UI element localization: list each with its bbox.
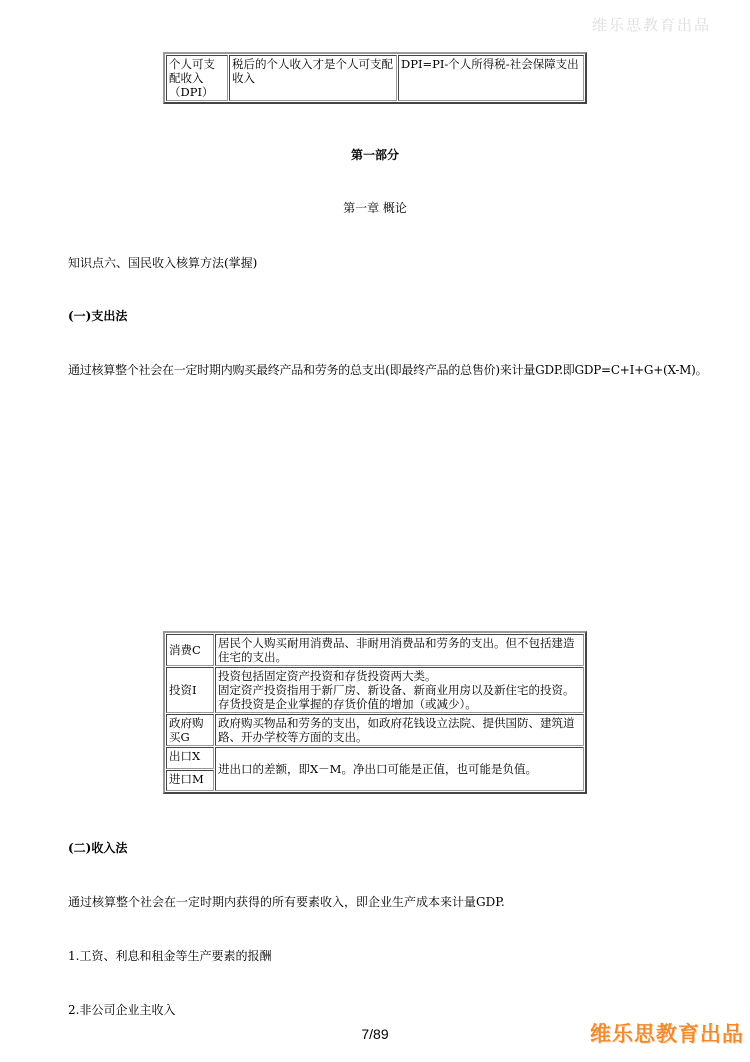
description-line: 投资包括固定资产投资和存货投资两大类。	[218, 669, 437, 683]
dpi-table	[163, 52, 587, 104]
expenditure-table	[163, 631, 587, 794]
description-cell: 税后的个人收入才是个人可支配收入	[229, 55, 397, 101]
income-item-2: 2.非公司企业主收入	[68, 1003, 176, 1017]
knowledge-point-heading: 知识点六、国民收入核算方法(掌握)	[68, 256, 258, 270]
section-income-title: (二)收入法	[68, 841, 128, 855]
description-line: 固定资产投资指用于新厂房、新设备、新商业用房以及新住宅的投资。	[218, 683, 575, 697]
term-cell: 消费C	[166, 634, 214, 666]
table-row	[166, 714, 584, 746]
description-cell	[215, 667, 584, 713]
watermark-logo: 维乐思教育出品	[590, 1022, 744, 1046]
section-expenditure-text: 通过核算整个社会在一定时期内购买最终产品和劳务的总支出(即最终产品的总售价)来计量GDP.即GDP=C+I+G+(X-M)。	[68, 363, 708, 377]
watermark-top: 维乐思教育出品	[592, 16, 712, 34]
description-cell: 进出口的差额，即X－M。净出口可能是正值，也可能是负值。	[215, 747, 584, 791]
chapter-title: 第一章 概论	[343, 201, 407, 215]
description-cell: 居民个人购买耐用消费品、非耐用消费品和劳务的支出。但不包括建造住宅的支出。	[215, 634, 584, 666]
page-number: 7/89	[361, 1026, 389, 1042]
table-row	[166, 55, 584, 101]
section-expenditure-title: (一)支出法	[68, 309, 128, 323]
term-cell: 进口M	[166, 770, 214, 792]
income-item-1: 1.工资、利息和租金等生产要素的报酬	[68, 949, 272, 963]
description-line: 存货投资是企业掌握的存货价值的增加（或减少）。	[218, 697, 477, 711]
term-cell: 出口X	[166, 747, 214, 769]
table-row	[166, 634, 584, 666]
table-row	[166, 667, 584, 713]
term-cell: 投资I	[166, 667, 214, 713]
term-cell: 政府购买G	[166, 714, 214, 746]
term-cell: 个人可支配收入（DPI）	[166, 55, 228, 101]
section-income-text: 通过核算整个社会在一定时期内获得的所有要素收入，即企业生产成本来计量GDP.	[68, 895, 505, 909]
part-title: 第一部分	[350, 148, 399, 162]
formula-cell: DPI=PI-个人所得税-社会保障支出	[398, 55, 584, 101]
table-row	[166, 747, 584, 769]
description-cell: 政府购买物品和劳务的支出，如政府花钱设立法院、提供国防、建筑道路、开办学校等方面的支出。	[215, 714, 584, 746]
